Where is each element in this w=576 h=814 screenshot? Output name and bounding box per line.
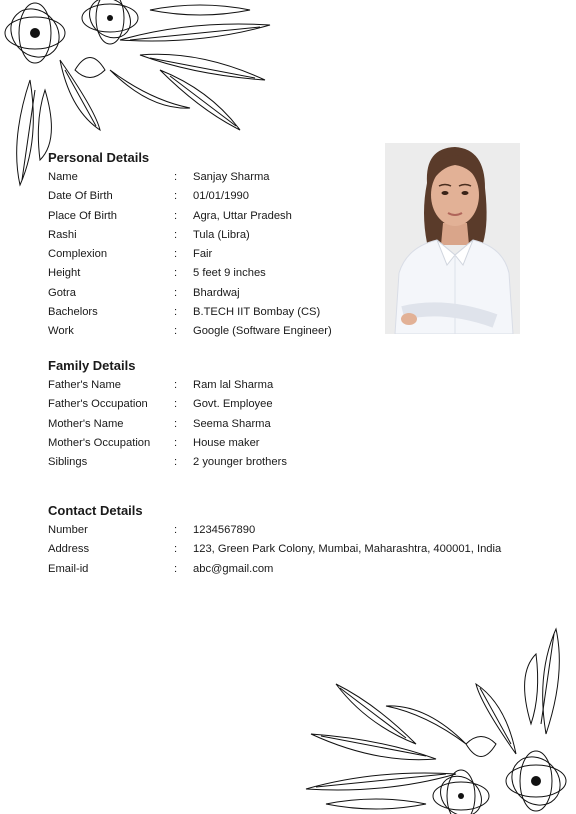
detail-value: Ram lal Sharma [193, 379, 274, 391]
detail-value: 01/01/1990 [193, 190, 249, 203]
detail-separator: : [174, 209, 178, 222]
detail-label: Siblings [48, 456, 88, 469]
detail-separator: : [174, 267, 178, 280]
detail-value: 123, Green Park Colony, Mumbai, Maharashtra, 400001, India [193, 543, 502, 556]
detail-separator: : [174, 436, 178, 449]
detail-label: Date Of Birth [48, 190, 113, 203]
detail-separator: : [174, 286, 178, 299]
detail-value: Govt. Employee [193, 398, 273, 411]
detail-value: Sanjay Sharma [193, 171, 270, 183]
detail-label: Height [48, 267, 81, 280]
detail-label: Number [48, 524, 88, 536]
detail-label: Mother's Name [48, 417, 124, 430]
detail-label: Email-id [48, 562, 89, 575]
profile-photo [385, 143, 520, 334]
detail-value: Fair [193, 248, 213, 261]
detail-value: Bhardwaj [193, 286, 240, 299]
detail-label: Place Of Birth [48, 209, 118, 222]
detail-label: Complexion [48, 248, 108, 261]
detail-value: House maker [193, 436, 260, 449]
detail-separator: : [174, 306, 178, 319]
detail-value: 2 younger brothers [193, 456, 287, 469]
detail-label: Work [48, 325, 74, 338]
detail-separator: : [174, 562, 178, 575]
detail-label: Father's Name [48, 379, 122, 391]
detail-separator: : [174, 190, 178, 203]
detail-separator: : [174, 398, 178, 411]
detail-value: Google (Software Engineer) [193, 325, 332, 338]
portrait-photo-icon [385, 143, 520, 334]
detail-separator: : [174, 325, 178, 338]
detail-value: abc@gmail.com [193, 562, 274, 575]
detail-separator: : [174, 248, 178, 261]
detail-separator: : [174, 456, 178, 469]
family-details-heading: Family Details [48, 358, 136, 373]
detail-label: Rashi [48, 228, 77, 241]
detail-label: Bachelors [48, 306, 98, 319]
floral-decoration-bottom-right-icon [296, 624, 576, 814]
detail-value: Tula (Libra) [193, 228, 250, 241]
detail-label: Father's Occupation [48, 398, 148, 411]
personal-details-heading: Personal Details [48, 150, 150, 165]
detail-separator: : [174, 417, 178, 430]
contact-details-heading: Contact Details [48, 503, 143, 518]
detail-value: B.TECH IIT Bombay (CS) [193, 306, 321, 319]
detail-value: 5 feet 9 inches [193, 267, 266, 280]
detail-value: 1234567890 [193, 524, 256, 536]
detail-separator: : [174, 379, 178, 391]
detail-separator: : [174, 543, 178, 556]
detail-value: Agra, Uttar Pradesh [193, 209, 292, 222]
detail-label: Name [48, 171, 78, 183]
detail-separator: : [174, 524, 178, 536]
detail-label: Gotra [48, 286, 76, 299]
detail-separator: : [174, 171, 178, 183]
detail-value: Seema Sharma [193, 417, 271, 430]
detail-label: Mother's Occupation [48, 436, 151, 449]
detail-separator: : [174, 228, 178, 241]
detail-label: Address [48, 543, 90, 556]
